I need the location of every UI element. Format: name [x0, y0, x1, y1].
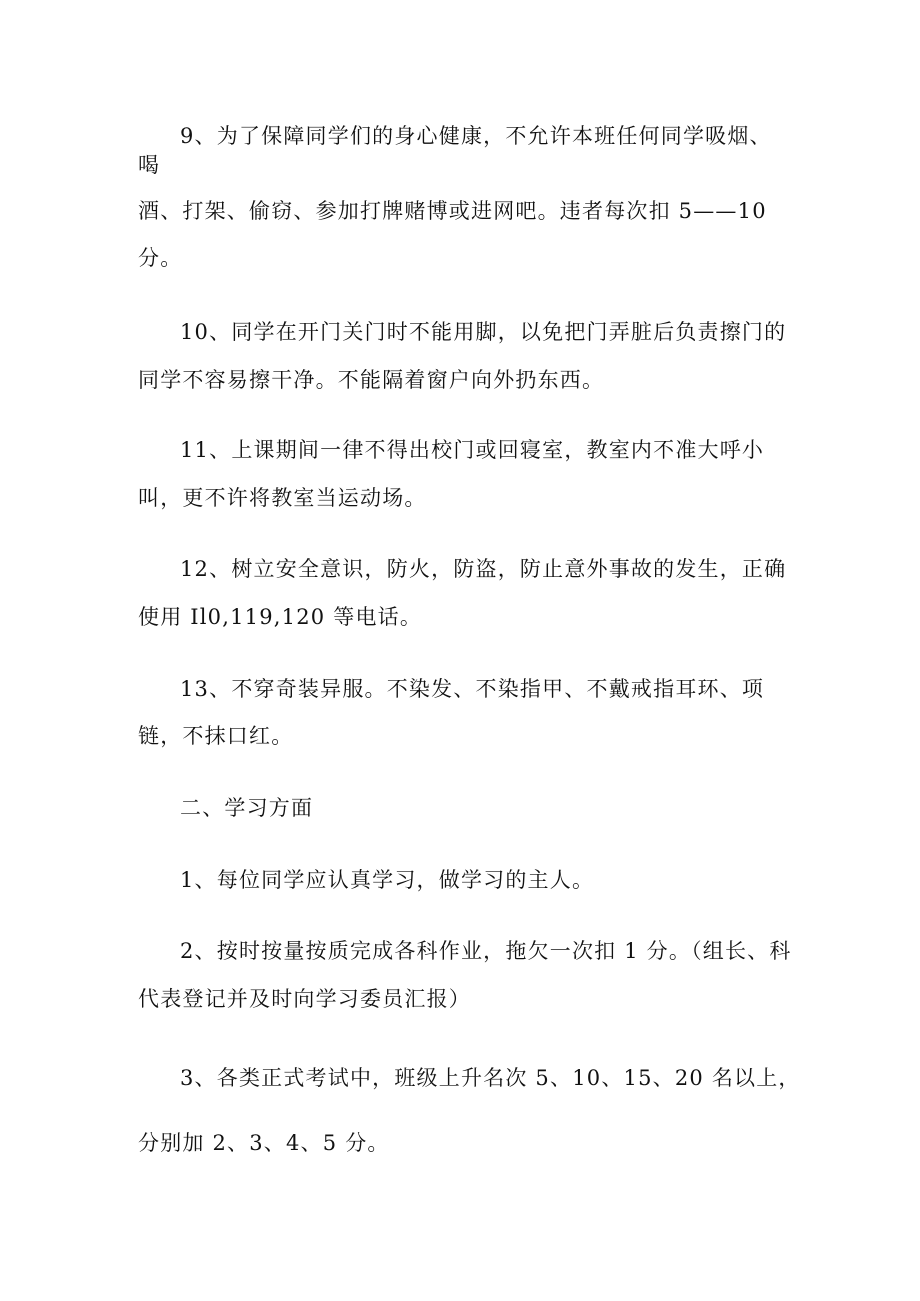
text-line: 分别加 2、3、4、5 分。 — [138, 1131, 390, 1155]
text-line: 链，不抹口红。 — [138, 724, 294, 748]
text-line: 同学不容易擦干净。不能隔着窗户向外扔东西。 — [138, 368, 605, 392]
text-line: 使用 Il0,119,120 等电话。 — [138, 605, 423, 629]
text-line: 3、各类正式考试中，班级上升名次 5、10、15、20 名以上， — [180, 1066, 801, 1090]
text-line: 1、每位同学应认真学习，做学习的主人。 — [180, 868, 595, 892]
text-line: 分。 — [138, 246, 183, 270]
section-heading: 二、学习方面 — [180, 796, 314, 820]
text-line: 叫，更不许将教室当运动场。 — [138, 486, 427, 510]
text-line: 酒、打架、偷窃、参加打牌赌博或进网吧。违者每次扣 5——10 — [138, 199, 767, 223]
text-line: 9、为了保障同学们的身心健康，不允许本班任何同学吸烟、 — [180, 124, 772, 148]
text-line: 喝 — [138, 153, 161, 177]
text-line: 13、不穿奇装异服。不染发、不染指甲、不戴戒指耳环、项 — [180, 677, 765, 701]
text-line: 2、按时按量按质完成各科作业，拖欠一次扣 1 分。（组长、科 — [180, 939, 792, 963]
text-line: 12、树立安全意识，防火，防盗，防止意外事故的发生，正确 — [180, 557, 787, 581]
text-line: 10、同学在开门关门时不能用脚，以免把门弄脏后负责擦门的 — [180, 320, 787, 344]
text-line: 代表登记并及时向学习委员汇报） — [138, 987, 471, 1011]
text-line: 11、上课期间一律不得出校门或回寝室，教室内不准大呼小 — [180, 438, 765, 462]
